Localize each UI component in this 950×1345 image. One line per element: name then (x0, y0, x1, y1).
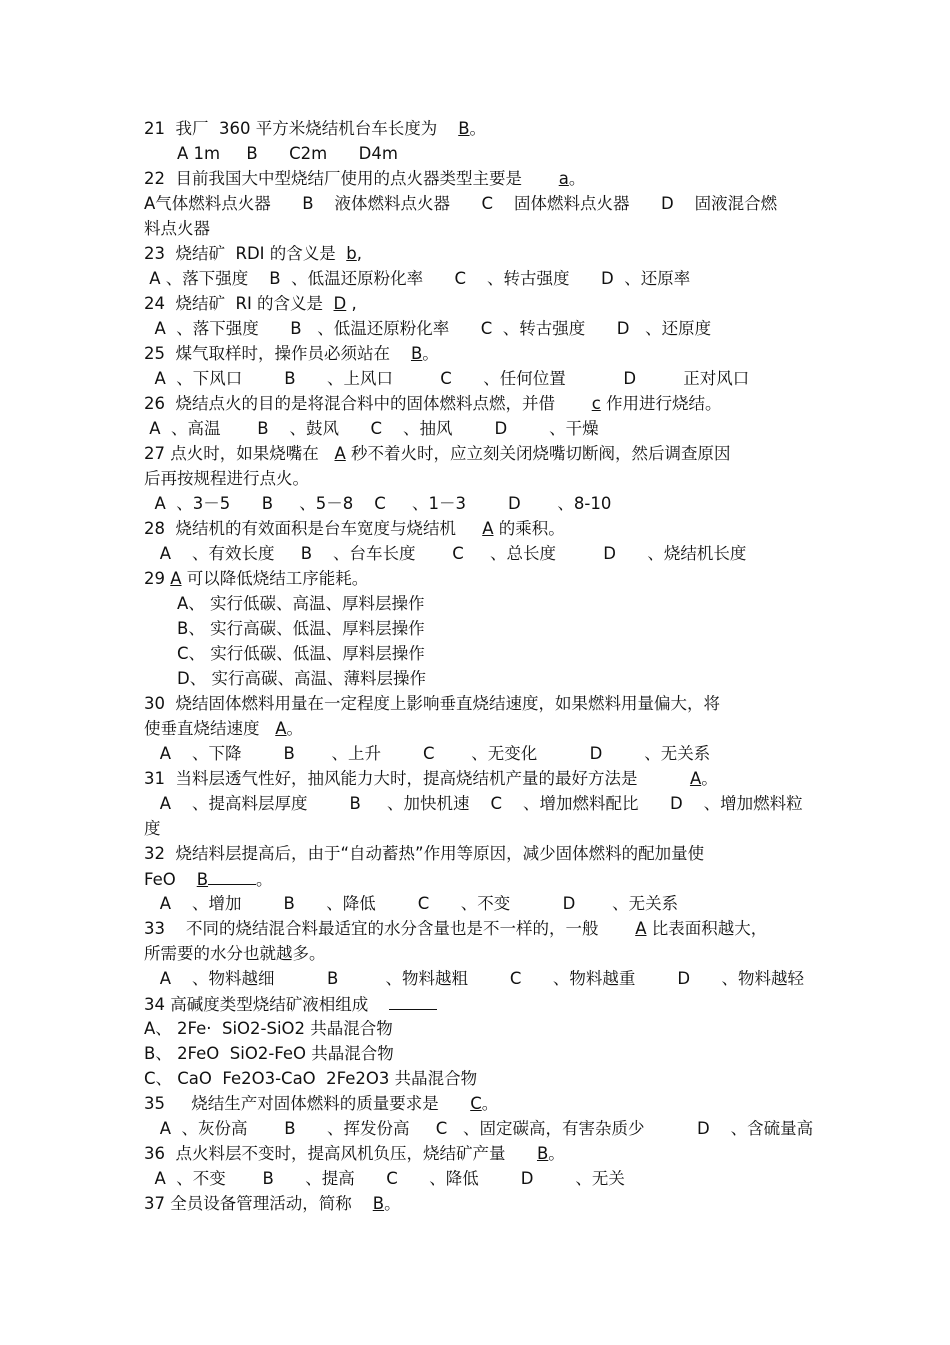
question-stem-end: 可以降低烧结工序能耗。 (181, 569, 369, 588)
question-32-line1: 32 烧结料层提高后，由于“自动蓄热”作用等原因，减少固体燃料的配加量使 (144, 844, 705, 863)
options-22-line2: 料点火器 (144, 219, 210, 238)
question-stem-end: 的乘积。 (493, 519, 565, 538)
answer: A (275, 719, 287, 738)
answer: B (410, 344, 423, 363)
options-35: A 、灰份高 B 、挥发份高 C 、固定碳高，有害杂质少 D 、含硫量高 (144, 1119, 814, 1138)
options-33: A 、物料越细 B 、物料越粗 C 、物料越重 D 、物料越轻 (144, 969, 805, 988)
answer: D (333, 294, 347, 313)
question-23 (144, 243, 362, 265)
question-stem: 24 烧结矿 RI 的含义是 (144, 294, 334, 313)
option-34-a: A、 2Fe· SiO2-SiO2 共晶混合物 (144, 1019, 393, 1038)
question-30-line1: 30 烧结固体燃料用量在一定程度上影响垂直烧结速度，如果燃料用量偏大，将 (144, 694, 720, 713)
answer: B (372, 1194, 385, 1213)
question-stem: 36 点火料层不变时，提高风机负压，烧结矿产量 (144, 1144, 537, 1163)
options-23: A 、落下强度 B 、低温还原粉化率 C 、转古强度 D 、还原率 (144, 269, 691, 288)
question-stem: 使垂直烧结速度 (144, 719, 276, 738)
question-34 (144, 993, 437, 1016)
question-22 (144, 168, 585, 190)
option-29-a: A、 实行低碳、高温、厚料层操作 (177, 594, 425, 613)
question-stem-end: 。 (256, 870, 273, 889)
question-33-line2: 所需要的水分也就越多。 (144, 944, 326, 963)
answer-blank (208, 868, 256, 885)
question-stem: 26 烧结点火的目的是将混合料中的固体燃料点燃，并借 (144, 394, 592, 413)
question-35 (144, 1093, 498, 1115)
question-stem-end: 作用进行烧结。 (600, 394, 722, 413)
question-stem: FeO (144, 870, 197, 889)
question-28 (144, 518, 565, 540)
question-25 (144, 343, 439, 365)
answer: A (482, 519, 494, 538)
question-stem: 25 煤气取样时，操作员必须站在 (144, 344, 411, 363)
answer: A (635, 919, 647, 938)
question-33 (144, 918, 767, 940)
question-26 (144, 393, 722, 415)
question-stem-end: 秒不着火时，应立刻关闭烧嘴切断阀，然后调查原因 (345, 444, 731, 463)
question-stem: 29 (144, 569, 171, 588)
question-stem-end: , (356, 244, 362, 263)
answer: b (346, 244, 357, 263)
question-stem: 23 烧结矿 RDI 的含义是 (144, 244, 347, 263)
option-29-d: D、 实行高碳、高温、薄料层操作 (177, 669, 426, 688)
question-stem: 33 不同的烧结混合料最适宜的水分含量也是不一样的，一般 (144, 919, 636, 938)
answer: A (689, 769, 702, 788)
question-stem: 35 烧结生产对固体燃料的质量要求是 (144, 1094, 471, 1113)
answer-blank (389, 993, 437, 1010)
question-stem-end: 。 (286, 719, 304, 738)
question-stem-end: , (346, 294, 357, 313)
option-34-c: C、 CaO Fe2O3-CaO 2Fe2O3 共晶混合物 (144, 1069, 478, 1088)
answer: C (470, 1094, 482, 1113)
question-stem: 27 点火时，如果烧嘴在 (144, 444, 335, 463)
option-29-c: C、 实行低碳、低温、厚料层操作 (177, 644, 425, 663)
question-stem: 34 高碱度类型烧结矿液相组成 (144, 995, 390, 1014)
question-stem: 31 当料层透气性好，抽风能力大时，提高烧结机产量的最好方法是 (144, 769, 690, 788)
question-32 (144, 868, 273, 891)
question-31 (144, 768, 718, 790)
question-27 (144, 443, 731, 465)
options-24: A 、落下强度 B 、低温还原粉化率 C 、转古强度 D 、还原度 (144, 319, 712, 338)
options-22-line1: A气体燃料点火器 B 液体燃料点火器 C 固体燃料点火器 D 固液混合燃 (144, 194, 778, 213)
answer: A (170, 569, 182, 588)
options-36: A 、不变 B 、提高 C 、降低 D 、无关 (144, 1169, 625, 1188)
question-24 (144, 293, 357, 315)
question-stem-end: 。 (384, 1194, 401, 1213)
options-31-line1: A 、提高料层厚度 B 、加快机速 C 、增加燃料配比 D 、增加燃料粒 (144, 794, 803, 813)
options-32: A 、增加 B 、降低 C 、不变 D 、无关系 (144, 894, 679, 913)
options-21: A 1m B C2m D4m (177, 144, 398, 163)
question-stem: 22 目前我国大中型烧结厂使用的点火器类型主要是 (144, 169, 559, 188)
question-stem: 28 烧结机的有效面积是台车宽度与烧结机 (144, 519, 483, 538)
answer: B (458, 119, 470, 138)
question-36 (144, 1143, 565, 1165)
answer: c (591, 394, 601, 413)
answer: B (196, 870, 209, 889)
answer: A (334, 444, 346, 463)
question-stem: 37 全员设备管理活动，简称 (144, 1194, 373, 1213)
question-29 (144, 568, 368, 590)
question-37 (144, 1193, 401, 1215)
question-30 (144, 718, 303, 740)
question-stem-end: 。 (481, 1094, 499, 1113)
options-27: A 、3－5 B 、5－8 C 、1－3 D 、8-10 (144, 494, 612, 513)
question-stem-end: 。 (701, 769, 718, 788)
question-stem: 21 我厂 360 平方米烧结机台车长度为 (144, 119, 459, 138)
option-34-b: B、 2FeO SiO2-FeO 共晶混合物 (144, 1044, 394, 1063)
options-25: A 、下风口 B 、上风口 C 、任何位置 D 正对风口 (144, 369, 750, 388)
question-21 (144, 118, 486, 140)
option-29-b: B、 实行高碳、低温、厚料层操作 (177, 619, 425, 638)
question-27-line2: 后再按规程进行点火。 (144, 469, 309, 488)
question-stem-end: 比表面积越大， (646, 919, 768, 938)
answer: B (536, 1144, 549, 1163)
options-28: A 、有效长度 B 、台车长度 C 、总长度 D 、烧结机长度 (144, 544, 747, 563)
options-30: A 、下降 B 、上升 C 、无变化 D 、无关系 (144, 744, 711, 763)
question-stem-end: 。 (548, 1144, 565, 1163)
question-stem-end: 。 (469, 119, 487, 138)
options-26: A 、高温 B 、鼓风 C 、抽风 D 、干燥 (144, 419, 599, 438)
options-31-line2: 度 (144, 819, 161, 838)
answer: a (558, 169, 569, 188)
question-stem-end: 。 (568, 169, 586, 188)
question-stem-end: 。 (422, 344, 439, 363)
